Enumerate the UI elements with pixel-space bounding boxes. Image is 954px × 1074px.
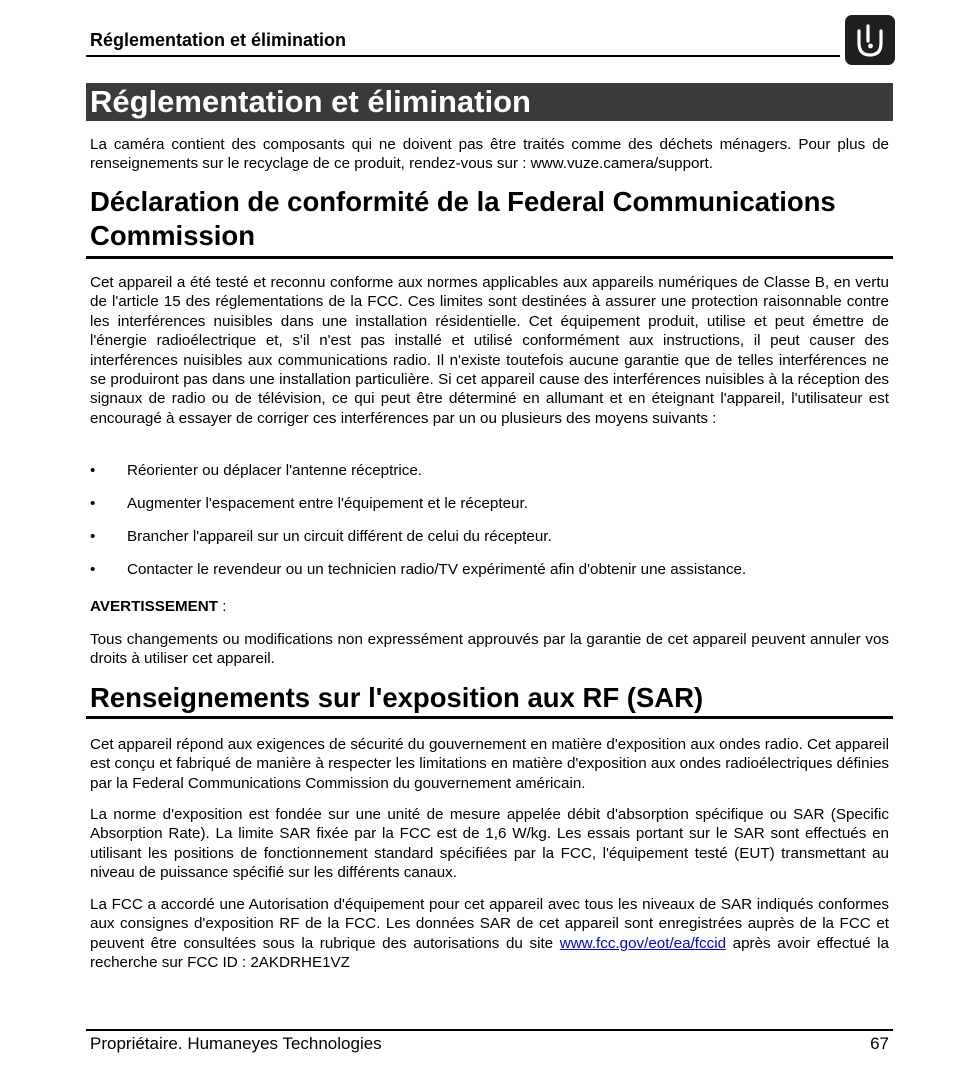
- fcc-id-link[interactable]: www.fcc.gov/eot/ea/fccid: [559, 934, 727, 952]
- sar-heading-rule: [86, 716, 893, 719]
- bullet-icon: •: [90, 462, 96, 479]
- bullet-icon: •: [90, 561, 96, 578]
- warning-line: [90, 597, 889, 616]
- page-title-bar: [86, 83, 893, 121]
- sar-paragraph-3: [90, 895, 889, 973]
- fcc-heading-rule: [86, 256, 893, 259]
- vuze-logo-icon: [845, 15, 895, 65]
- running-header: Réglementation et élimination: [90, 30, 347, 50]
- fcc-heading: Déclaration de conformité de la Federal Communications Commission: [90, 186, 836, 251]
- sar-paragraph-2: La norme d'exposition est fondée sur une unité de mesure appelée débit d'absorption spécifique ou SAR (Specific Absorption Rate). La limite SAR fixée par la FCC est de 1,6 W/kg. Les essais portant sur le SAR sont effectués en utilisant les positions de fonctionnement standard spécifiées par la FCC, l'équipement testé (EUT) transmettant au niveau de puissance spécifié sur les différents canaux.: [90, 806, 889, 882]
- page-number: 67: [870, 1034, 889, 1053]
- header-rule: [86, 55, 840, 57]
- page-title: Réglementation et élimination: [90, 84, 531, 119]
- footer-copyright: Propriétaire. Humaneyes Technologies: [90, 1034, 382, 1053]
- list-item-text: Réorienter ou déplacer l'antenne réceptrice.: [127, 462, 423, 479]
- sar-paragraph-3-text: La FCC a accordé une Autorisation d'équipement pour cet appareil avec tous les niveaux de SAR indiqués conformes aux consignes d'exposition RF de la FCC. Les données SAR de cet appareil sont enregistrées auprès de la FCC et peuvent être consultées sous la rubrique des autorisations du site: [90, 896, 889, 952]
- list-item-text: Contacter le revendeur ou un technicien radio/TV expérimenté afin d'obtenir une assistance.: [127, 561, 747, 578]
- bullet-icon: •: [90, 528, 96, 545]
- sar-paragraph-1: Cet appareil répond aux exigences de sécurité du gouvernement en matière d'exposition aux ondes radio. Cet appareil est conçu et fabriqué de manière à respecter les limitations en matière d'exposition aux ondes radioélectriques définies par la Federal Communications Commission du gouvernement américain.: [90, 736, 890, 792]
- fcc-paragraph: Cet appareil a été testé et reconnu conforme aux normes applicables aux appareils numériques de Classe B, en vertu de l'article 15 des réglementations de la FCC. Ces limites sont destinées à assurer une protection raisonnable contre les interférences nuisibles dans une installation résidentielle. Cet équipement produit, utilise et peut émettre de l'énergie radioélectrique et, s'il n'est pas installé et utilisé conformément aux instructions, il peut causer des interférences nuisibles aux communications radio. Il n'existe toutefois aucune garantie que de telles interférences ne se produiront pas dans une installation particulière. Si cet appareil cause des interférences nuisibles à la réception des signaux de radio ou de télévision, ce qui peut être déterminé en allumant et en éteignant l'appareil, l'utilisateur est encouragé à essayer de corriger ces interférences par un ou plusieurs des moyens suivants :: [90, 274, 889, 427]
- bullet-icon: •: [90, 495, 96, 512]
- list-item-text: Brancher l'appareil sur un circuit différent de celui du récepteur.: [127, 528, 552, 545]
- warning-label: AVERTISSEMENT: [90, 598, 218, 615]
- sar-paragraph-3-tail: après avoir effectué la recherche sur FCC ID : 2AKDRHE1VZ: [90, 934, 889, 972]
- sar-heading: Renseignements sur l'exposition aux RF (SAR): [90, 682, 704, 713]
- warning-paragraph: Tous changements ou modifications non expressément approuvés par la garantie de cet appareil peuvent annuler vos droits à utiliser cet appareil.: [90, 631, 889, 668]
- list-item-text: Augmenter l'espacement entre l'équipement et le récepteur.: [127, 495, 528, 512]
- footer-rule: [86, 1029, 893, 1031]
- warning-suffix: :: [217, 598, 227, 615]
- disposal-paragraph: La caméra contient des composants qui ne doivent pas être traités comme des déchets ménagers. Pour plus de renseignements sur le recyclage de ce produit, rendez-vous sur : www.vuze.camera/support.: [90, 136, 889, 173]
